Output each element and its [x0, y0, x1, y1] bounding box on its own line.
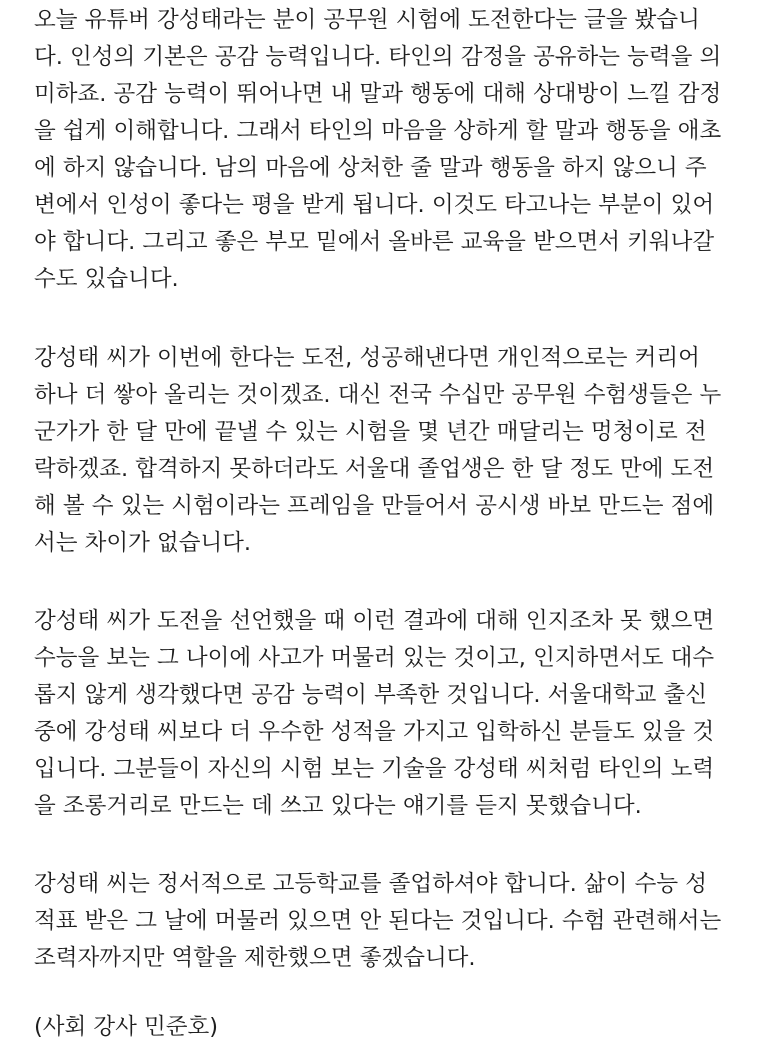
text-line: 적표 받은 그 날에 머물러 있으면 안 된다는 것입니다. 수험 관련해서는: [34, 908, 722, 934]
text-line: 오늘 유튜버 강성태라는 분이 공무원 시험에 도전한다는 글을 봤습니: [34, 7, 700, 33]
text-line: 강성태 씨는 정서적으로 고등학교를 졸업하셔야 합니다. 삶이 수능 성: [34, 871, 707, 897]
text-line: 해 볼 수 있는 시험이라는 프레임을 만들어서 공시생 바보 만드는 점에: [34, 493, 715, 519]
text-line: 입니다. 그분들이 자신의 시험 보는 기술을 강성태 씨처럼 타인의 노력: [34, 756, 715, 782]
text-line: 에 하지 않습니다. 남의 마음에 상처한 줄 말과 행동을 하지 않으니 주: [34, 155, 707, 181]
text-line: 조력자까지만 역할을 제한했으면 좋겠습니다.: [34, 945, 476, 971]
text-line: 을 조롱거리로 만드는 데 쓰고 있다는 얘기를 듣지 못했습니다.: [34, 793, 642, 819]
text-line: 중에 강성태 씨보다 더 우수한 성적을 가지고 입학하신 분들도 있을 것: [34, 719, 715, 745]
text-line: 을 쉽게 이해합니다. 그래서 타인의 마음을 상하게 할 말과 행동을 애초: [34, 118, 722, 144]
text-line: 야 합니다. 그리고 좋은 부모 밑에서 올바른 교육을 받으면서 키워나갈: [34, 229, 715, 255]
text-line: 수도 있습니다.: [34, 266, 179, 292]
text-line: 군가가 한 달 만에 끝낼 수 있는 시험을 몇 년간 매달리는 멍청이로 전: [34, 419, 707, 445]
text-line: 다. 인성의 기본은 공감 능력입니다. 타인의 감정을 공유하는 능력을 의: [34, 44, 722, 70]
text-line: 수능을 보는 그 나이에 사고가 머물러 있는 것이고, 인지하면서도 대수: [34, 645, 715, 671]
text-line: 미하죠. 공감 능력이 뛰어나면 내 말과 행동에 대해 상대방이 느낄 감정: [34, 81, 722, 107]
author-byline: (사회 강사 민준호): [34, 1014, 219, 1040]
text-line: 강성태 씨가 이번에 한다는 도전, 성공해낸다면 개인적으로는 커리어: [34, 345, 700, 371]
text-line: 서는 차이가 없습니다.: [34, 530, 252, 556]
text-line: 강성태 씨가 도전을 선언했을 때 이런 결과에 대해 인지조차 못 했으면: [34, 608, 715, 634]
text-line: 롭지 않게 생각했다면 공감 능력이 부족한 것입니다. 서울대학교 출신: [34, 682, 707, 708]
text-line: 락하겠죠. 합격하지 못하더라도 서울대 졸업생은 한 달 정도 만에 도전: [34, 456, 715, 482]
text-line: 변에서 인성이 좋다는 평을 받게 됩니다. 이것도 타고나는 부분이 있어: [34, 192, 715, 218]
text-line: 하나 더 쌓아 올리는 것이겠죠. 대신 전국 수십만 공무원 수험생들은 누: [34, 382, 722, 408]
